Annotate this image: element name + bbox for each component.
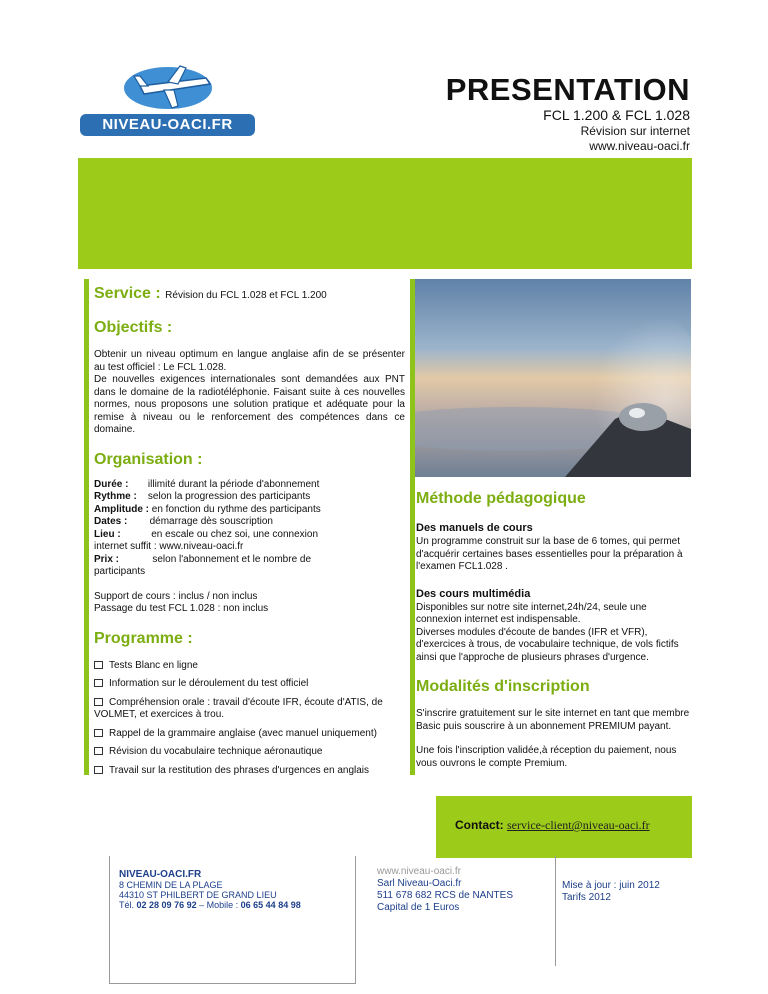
org-row [94,516,405,529]
footer-update: Mise à jour : juin 2012 [562,880,660,891]
footer-update-info [562,880,660,904]
org-value: en escale ou chez soi, une connexion [151,528,319,540]
multimedia-text-1: Disponibles sur notre site internet,24h/24, seule une connexion internet est indispensable. [416,601,647,625]
left-divider [84,279,89,775]
service-line [94,285,405,303]
page-subtitle: FCL 1.200 & FCL 1.028 [543,107,690,123]
programme-item [94,765,405,778]
programme-item-text: Travail sur la restitution des phrases d'urgences en anglais [109,764,370,776]
modalites-p1: S'inscrire gratuitement sur le site internet en tant que membre Basic puis souscrire à un abonnement PREMIUM payant. [416,708,690,732]
page-subtitle-2: Révision sur internet [580,124,690,138]
checkbox-icon [94,679,103,687]
org-value: démarrage dès souscription [149,516,273,527]
org-row [94,504,405,517]
mobile-label: – Mobile : [199,900,239,910]
footer-address-1: 8 CHEMIN DE LA PLAGE [119,880,223,890]
left-column [94,279,405,783]
page-title: PRESENTATION [445,72,690,107]
checkbox-icon [94,698,103,706]
organisation-title: Organisation : [94,450,203,468]
brand-logo[interactable] [80,64,255,149]
footer-address-2: 44310 ST PHILBERT DE GRAND LIEU [119,890,277,900]
org-row [94,479,405,492]
objectifs-title: Objectifs : [94,319,173,336]
footer-capital: Capital de 1 Euros [377,902,460,913]
footer-rcs: 511 678 682 RCS de NANTES [377,890,514,901]
organisation-list [94,479,405,579]
objectifs-p1: Obtenir un niveau optimum en langue anglaise afin de se présenter au test officiel : Le FCL 1.028. [94,349,405,373]
org-row [94,529,405,542]
service-label: Service : [94,285,161,302]
programme-item [94,678,405,691]
programme-list [94,660,405,778]
footer-company: Sarl Niveau-Oaci.fr [377,878,462,889]
checkbox-icon [94,661,103,669]
programme-item [94,660,405,673]
org-key: Amplitude : [94,503,149,515]
org-row [94,491,405,504]
programme-item-text: Information sur le déroulement du test officiel [109,678,309,689]
mobile-number[interactable]: 06 65 44 84 98 [240,900,301,910]
programme-title: Programme : [94,629,193,647]
aircraft-propeller-photo [415,279,691,477]
contact-line [455,818,650,833]
programme-item [94,746,405,759]
right-column [416,490,692,770]
programme-item [94,728,405,741]
org-support: Support de cours : inclus / non inclus [94,590,258,602]
header-url[interactable]: www.niveau-oaci.fr [589,139,690,153]
contact-email-link[interactable]: service-client@niveau-oaci.fr [507,818,650,832]
manuels-title: Des manuels de cours [416,522,533,534]
service-text: Révision du FCL 1.028 et FCL 1.200 [165,290,327,301]
programme-item [94,697,405,722]
programme-item-text: Rappel de la grammaire anglaise (avec manuel uniquement) [109,727,377,739]
multimedia-title: Des cours multimédia [416,587,531,600]
org-lieu-cont: internet suffit : www.niveau-oaci.fr [94,541,244,552]
checkbox-icon [94,766,103,774]
logo-text: NIVEAU-OACI.FR [80,114,255,136]
org-value: en fonction du rythme des participants [151,503,321,515]
manuels-text: Un programme construit sur la base de 6 tomes, qui permet d'acquérir certaines bases essentielles pour la préparation à l'examen FCL1.028 . [416,536,683,572]
modalites-p2: Une fois l'inscription validée,à réception du paiement, nous vous ouvrons le compte Premium. [416,745,677,769]
footer-company-name: NIVEAU-OACI.FR [119,869,202,880]
programme-item-text: Tests Blanc en ligne [109,659,198,671]
org-value: selon l'abonnement et le nombre de [152,553,312,565]
methode-title: Méthode pédagogique [416,490,586,507]
footer-tarifs: Tarifs 2012 [562,892,611,903]
footer-site[interactable]: www.niveau-oaci.fr [377,866,461,877]
org-passage: Passage du test FCL 1.028 : non inclus [94,603,269,614]
airplane-icon [80,64,255,119]
org-key: Durée : [94,478,129,490]
multimedia-text-2: Diverses modules d'écoute de bandes (IFR et VFR), d'exercices à trous, de vocabulaire technique, de vols fictifs ainsi que l'approche de plusieurs phrases d'urgence. [416,626,679,663]
green-banner [78,158,692,269]
org-prix-cont: participants [94,566,146,577]
phone-number[interactable]: 02 28 09 76 92 [136,900,197,910]
org-value: illimité durant la période d'abonnement [147,478,320,490]
checkbox-icon [94,729,103,737]
photo-illustration [415,279,691,477]
programme-item-text: Compréhension orale : travail d'écoute IFR, écoute d'ATIS, de VOLMET, et exercices à trou. [94,696,383,720]
objectifs-p2: De nouvelles exigences internationales sont demandées aux PNT dans le domaine de la radiotéléphonie. Faisant suite à ces nouvelles normes, nous proposons une solution pratique et adéquate pour la remise à niveau ou le renforcement des compétences dans ce domaine. [94,374,405,435]
phone-label: Tél. [119,900,135,910]
footer-phone [119,900,301,910]
programme-item-text: Révision du vocabulaire technique aéronautique [109,746,323,757]
modalites-title: Modalités d'inscription [416,678,590,695]
checkbox-icon [94,747,103,755]
footer-divider [555,856,556,966]
contact-label: Contact: [455,818,504,832]
org-row [94,554,405,567]
org-value: selon la progression des participants [147,491,311,502]
org-key: Dates : [94,516,128,527]
org-key: Lieu : [94,528,121,540]
org-key: Rythme : [94,491,137,502]
footer-company-info [377,866,513,914]
org-key: Prix : [94,553,120,565]
